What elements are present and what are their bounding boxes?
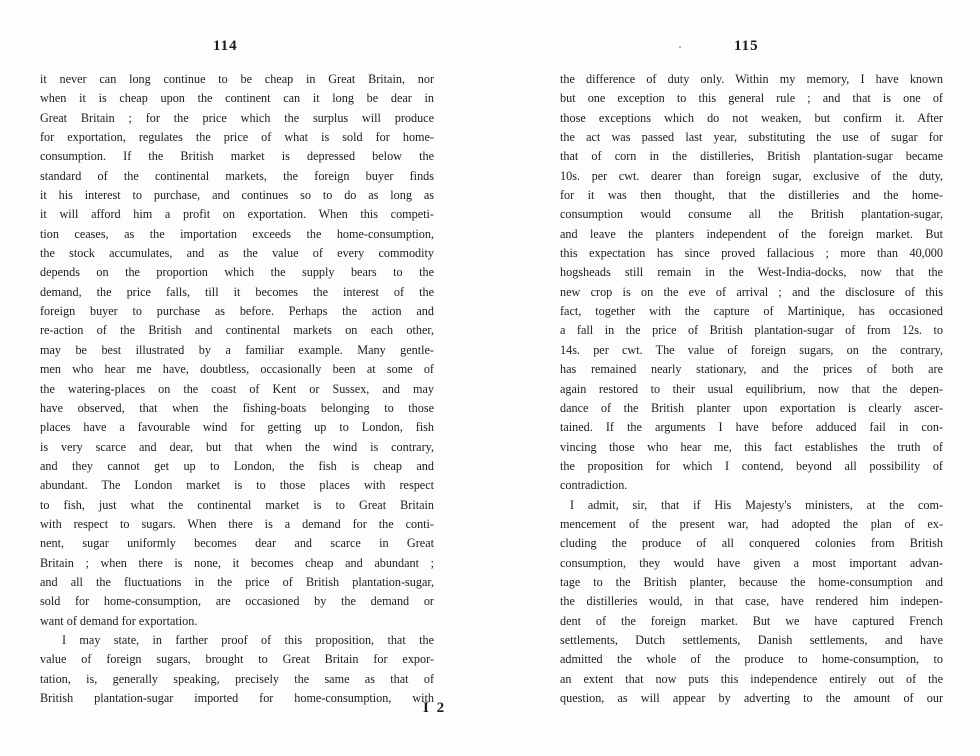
text-line: for it was then thought, that the distilleries and the home- bbox=[560, 188, 943, 203]
left-page-number: 114 bbox=[213, 38, 238, 54]
text-line: admitted the whole of the produce to home-consumption, to bbox=[560, 652, 943, 667]
right-page-text bbox=[560, 70, 943, 708]
text-line: the watering-places on the coast of Kent or Sussex, and may bbox=[40, 381, 434, 396]
text-line: tage to the British planter, because the home-consumption and bbox=[560, 574, 943, 589]
text-line: nent, sugar uniformly becomes dear and scarce in Great bbox=[40, 536, 434, 551]
text-line: the proposition for which I contend, beyond all possibility of bbox=[560, 458, 943, 473]
text-line: with respect to sugars. When there is a demand for the conti- bbox=[40, 516, 434, 531]
text-line: and they cannot get up to London, the fish is cheap and bbox=[40, 458, 434, 473]
text-line: vincing those who hear me, this fact establishes the truth of bbox=[560, 439, 943, 454]
text-line: contradiction. bbox=[560, 478, 628, 493]
text-line: that of corn in the distilleries, British plantation-sugar became bbox=[560, 149, 943, 164]
right-page-number: 115 bbox=[734, 38, 759, 54]
text-line: question, as will appear by adverting to the amount of our bbox=[560, 691, 943, 705]
text-line: have observed, that when the fishing-boats belonging to those bbox=[40, 400, 434, 415]
text-line: the distilleries would, in that case, have rendered him indepen- bbox=[560, 594, 943, 609]
text-line: hogsheads still remain in the West-India-docks, now that the bbox=[560, 265, 943, 280]
text-line: want of demand for exportation. bbox=[40, 613, 198, 628]
text-line: has remained nearly stationary, and the prices of both are bbox=[560, 362, 943, 377]
text-line: I admit, sir, that if His Majesty's ministers, at the com- bbox=[570, 497, 943, 512]
left-page-text bbox=[40, 70, 434, 708]
text-line: Britain ; when there is none, it becomes cheap and abundant ; bbox=[40, 555, 434, 570]
text-line: fact, together with the capture of Martinique, has occasioned bbox=[560, 304, 943, 319]
text-line: cluding the produce of all conquered colonies from British bbox=[560, 536, 943, 551]
text-line: Great Britain ; for the price which the surplus will produce bbox=[40, 110, 434, 125]
text-line: British plantation-sugar imported for home-consumption, with bbox=[40, 691, 434, 705]
text-line: is very scarce and dear, but that when the wind is contrary, bbox=[40, 439, 434, 454]
text-line: for exportation, regulates the price of what is sold for home- bbox=[40, 130, 434, 145]
text-line: the stock accumulates, and as the value of every commodity bbox=[40, 246, 434, 261]
text-line: and leave the planters independent of the foreign market. But bbox=[560, 226, 943, 241]
text-line: new crop is on the eve of arrival ; and the disclosure of this bbox=[560, 284, 943, 299]
text-line: but one exception to this general rule ; and that is one of bbox=[560, 91, 943, 106]
text-line: standard of the continental markets, the foreign buyer finds bbox=[40, 168, 434, 183]
text-line: and all the fluctuations in the price of British plantation-sugar, bbox=[40, 574, 434, 589]
text-line: dance of the British planter upon exportation is clearly ascer- bbox=[560, 400, 943, 415]
text-line: re-action of the British and continental markets on each other, bbox=[40, 323, 434, 338]
text-line: sold for home-consumption, are occasioned by the demand or bbox=[40, 594, 434, 609]
text-line: consumption would consume all the British plantation-sugar, bbox=[560, 207, 943, 222]
text-line: demand, the price falls, till it becomes the interest of the bbox=[40, 284, 434, 299]
signature-mark: I 2 bbox=[423, 700, 447, 716]
text-line: depends on the proportion which the supply bears to the bbox=[40, 265, 434, 280]
text-line: value of foreign sugars, brought to Great Britain for expor- bbox=[40, 652, 434, 667]
text-line: this expectation has since proved fallacious ; more than 40,000 bbox=[560, 246, 943, 261]
text-line: consumption. If the British market is depressed below the bbox=[40, 149, 434, 164]
text-line: the act was passed last year, substituting the use of sugar for bbox=[560, 130, 943, 145]
text-line: it his interest to purchase, and continues so to do as long as bbox=[40, 188, 434, 203]
text-line: foreign buyer to purchase as before. Perhaps the action and bbox=[40, 304, 434, 319]
text-line: dent of the foreign market. But we have captured French bbox=[560, 613, 943, 628]
text-line: tion ceases, as the importation exceeds the home-consumption, bbox=[40, 226, 434, 241]
text-line: when it is cheap upon the continent can it long be dear in bbox=[40, 91, 434, 106]
text-line: may be best illustrated by a familiar example. Many gentle- bbox=[40, 342, 434, 357]
text-line: it never can long continue to be cheap in Great Britain, nor bbox=[40, 72, 434, 86]
text-line: mencement of the present war, had adopted the plan of ex- bbox=[560, 516, 943, 531]
text-line: the difference of duty only. Within my memory, I have known bbox=[560, 72, 943, 86]
text-line: those exceptions which do not weaken, but confirm it. After bbox=[560, 110, 943, 125]
text-line: men who hear me have, doubtless, occasionally been at some of bbox=[40, 362, 434, 377]
text-line: tation, is, generally speaking, precisely the same as that of bbox=[40, 671, 434, 686]
text-line: 14s. per cwt. The value of foreign sugars, on the contrary, bbox=[560, 342, 943, 357]
text-line: again restored to their usual equilibrium, now that the depen- bbox=[560, 381, 943, 396]
text-line: an extent that now puts this independence entirely out of the bbox=[560, 671, 943, 686]
right-page bbox=[490, 0, 980, 756]
text-line: tained. If the arguments I have before adduced fail in con- bbox=[560, 420, 943, 435]
text-line: it will afford him a profit on exportation. When this competi- bbox=[40, 207, 434, 222]
text-line: abundant. The London market is to those places with respect bbox=[40, 478, 434, 493]
text-line: settlements, Dutch settlements, Danish settlements, and have bbox=[560, 632, 943, 647]
text-line: 10s. per cwt. dearer than foreign sugar, exclusive of the duty, bbox=[560, 168, 943, 183]
text-line: to fish, just what the continental market is to Great Britain bbox=[40, 497, 434, 512]
text-line: places have a favourable wind for getting up to London, fish bbox=[40, 420, 434, 435]
text-line: consumption, they would have given a most important advan- bbox=[560, 555, 943, 570]
print-speck bbox=[679, 46, 681, 48]
text-line: I may state, in farther proof of this proposition, that the bbox=[62, 632, 434, 647]
text-line: a fall in the price of British plantation-sugar of from 12s. to bbox=[560, 323, 943, 338]
